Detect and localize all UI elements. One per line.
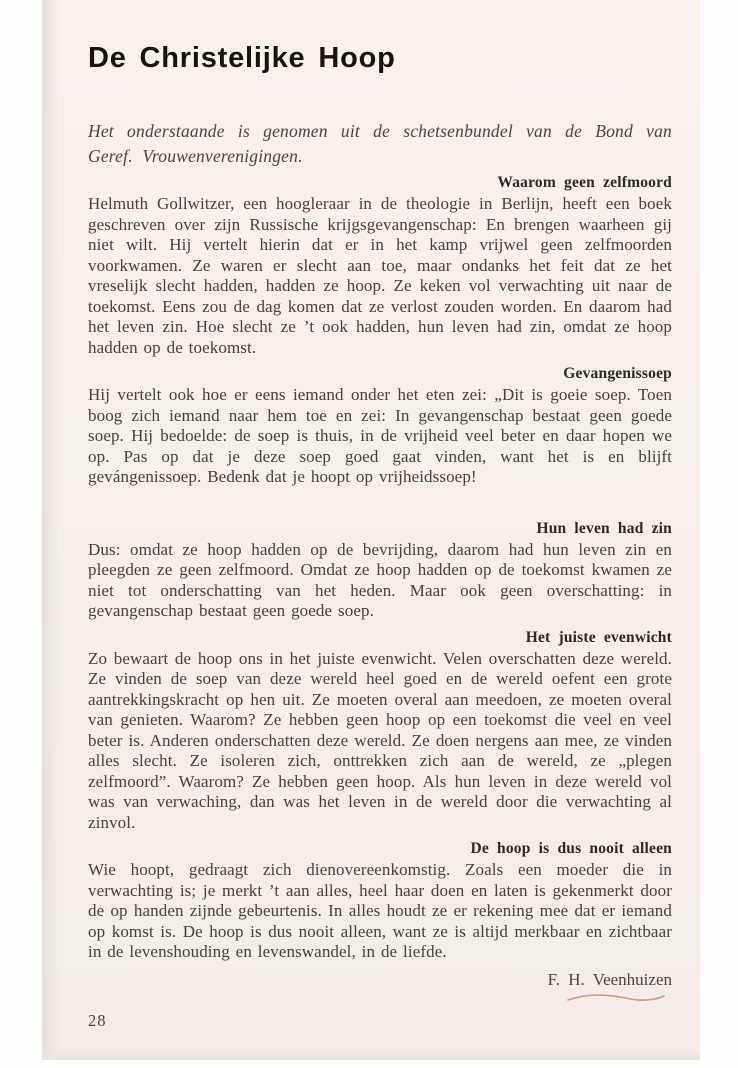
author-signature: F. H. Veenhuizen xyxy=(547,969,672,989)
section-heading-hun-leven-had-zin: Hun leven had zin xyxy=(536,519,672,537)
section-body: Helmuth Gollwitzer, een hoogleraar in de theologie in Berlijn, heeft een boek geschreven over zijn Russische krijgsgevangenschap: En brengen waarheen gij niet wilt. Hij vertelt hierin dat er in het kamp vrijwel geen zelfmoorden voorkwamen. Ze waren er slecht aan toe, maar ondanks het feit dat ze het vreselijk slecht hadden, hadden ze hoop. Ze keken vol verwachting uit naar de toekomst. Eens zou de dag komen dat ze verlost zouden worden. En daarom had het leven zin. Hoe slecht ze ’t ook hadden, hun leven had zin, omdat ze hoop hadden op de toekomst. xyxy=(88,194,672,357)
intro-note: Het onderstaande is genomen uit de schetsenbundel van de Bond van Geref. Vrouwenverenigingen. xyxy=(88,121,672,166)
section-heading-waarom-geen-zelfmoord: Waarom geen zelfmoord xyxy=(497,174,672,191)
section-heading-het-juiste-evenwicht: Het juiste evenwicht xyxy=(525,628,672,646)
signature-row xyxy=(88,970,672,1003)
book-page xyxy=(42,0,700,1058)
pencil-underline-mark xyxy=(566,991,666,1003)
section-heading-gevangenissoep: Gevangenissoep xyxy=(563,365,672,382)
page-content xyxy=(88,0,672,1031)
page-title: De Christelijke Hoop xyxy=(88,42,396,74)
section-heading-de-hoop-is-dus-nooit-alleen: De hoop is dus nooit alleen xyxy=(470,840,672,857)
section-body: Hij vertelt ook hoe er eens iemand onder het eten zei: „Dit is goeie soep. Toen boog zich iemand naar hem toe en zei: In gevangenschap bestaat geen goede soep. Hij bedoelde: de soep is thuis, in de vrijheid veel beter en daar hopen we op. Pas op dat je deze soep goed gaat vinden, want het is en blijft gevángenissoep. Bedenk dat je hoopt op vrijheidssoep! xyxy=(88,385,672,486)
page-number: 28 xyxy=(88,1010,107,1030)
section-body: Zo bewaart de hoop ons in het juiste evenwicht. Velen overschatten deze wereld. Ze vinden de soep van deze wereld heel goed en de wereld oefent een grote aantrekkingskracht op hen uit. Ze moeten overal aan meedoen, ze moeten overal van genieten. Waarom? Ze hebben geen hoop op een toekomst die veel en veel beter is. Anderen onderschatten deze wereld. Ze doen nergens aan mee, ze vinden alles slecht. Ze isoleren zich, onttrekken zich aan de wereld, ze „plegen zelfmoord”. Waarom? Ze hebben geen hoop. Als hun leven in deze wereld vol was van verwaching, dan was het leven in de wereld door die verwachting al zinvol. xyxy=(88,648,672,832)
section-body: Wie hoopt, gedraagt zich dienovereenkomstig. Zoals een moeder die in verwachting is; je merkt ’t aan alles, heel haar doen en laten is gekenmerkt door de op handen zijnde gebeurtenis. In alles houdt ze er rekening mee dat er iemand op komst is. De hoop is dus nooit alleen, want ze is altijd merkbaar en zichtbaar in de levenshouding en levenswandel, in de liefde. xyxy=(88,860,672,961)
section-body: Dus: omdat ze hoop hadden op de bevrijding, daarom had hun leven zin en pleegden ze geen zelfmoord. Omdat ze hoop hadden op de toekomst kwamen ze niet tot onderschatting van het heden. Maar ook geen overschatting: in gevangenschap bestaat geen goede soep. xyxy=(88,539,672,620)
